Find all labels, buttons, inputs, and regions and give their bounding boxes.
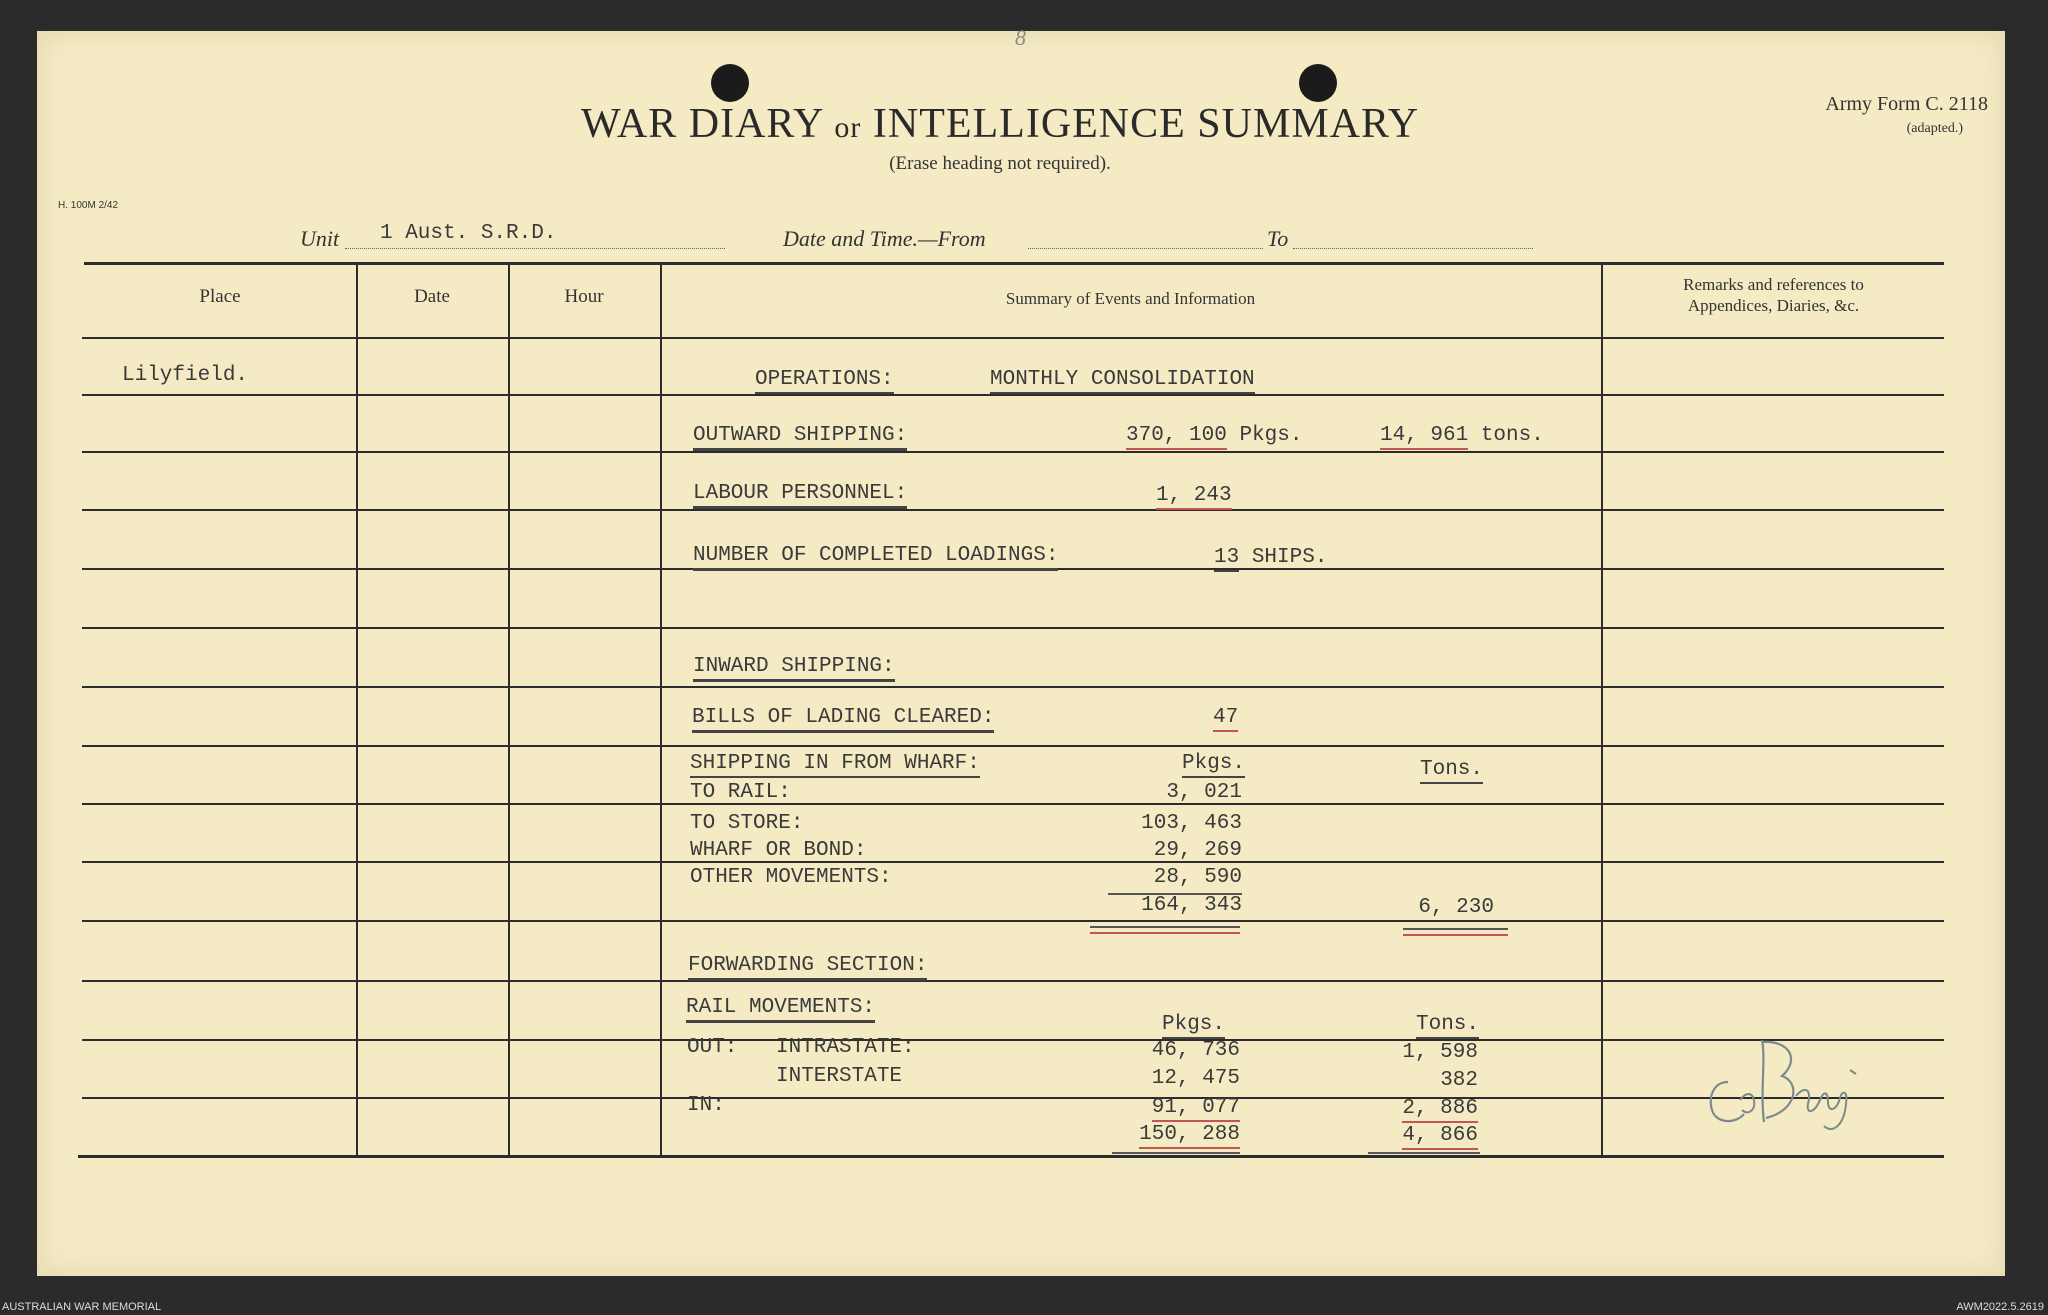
wharf-or-bond-value: 29, 269 <box>1153 839 1242 862</box>
remarks-header-line1: Remarks and references to <box>1683 275 1864 294</box>
labour-personnel-value <box>1156 484 1232 507</box>
column-divider-place <box>356 263 358 1156</box>
ruled-line <box>82 627 1944 629</box>
column-header-remarks <box>1601 274 1946 316</box>
outward-tons <box>1380 424 1544 447</box>
form-title <box>0 100 2000 148</box>
outward-pkgs-number: 370, 100 <box>1126 424 1227 450</box>
rail-total-pkgs-number: 150, 288 <box>1139 1123 1240 1149</box>
ruled-line <box>82 980 1944 982</box>
remarks-header-line2: Appendices, Diaries, &c. <box>1687 296 1860 315</box>
to-rail-value: 3, 021 <box>1166 781 1242 804</box>
labour-personnel-number: 1, 243 <box>1156 484 1232 510</box>
ruled-line <box>82 337 1944 339</box>
table-top-border <box>84 262 1944 265</box>
title-part1: WAR DIARY <box>580 101 823 147</box>
ruled-line <box>82 394 1944 396</box>
title-or: or <box>834 111 862 144</box>
in-label: IN: <box>687 1094 725 1117</box>
footer-left-credit: AUSTRALIAN WAR MEMORIAL <box>2 1301 162 1313</box>
ruled-line <box>82 686 1944 688</box>
wharf-total-pkgs: 164, 343 <box>1141 894 1242 917</box>
place-value: Lilyfield. <box>122 364 249 387</box>
completed-loadings-value <box>1214 546 1327 569</box>
completed-loadings-label-text: NUMBER OF COMPLETED LOADINGS: <box>693 544 1058 571</box>
interstate-pkgs: 12, 475 <box>1151 1067 1240 1090</box>
print-code: H. 100M 2/42 <box>58 200 119 211</box>
punch-hole-right <box>1299 64 1337 102</box>
inward-shipping-label-text: INWARD SHIPPING: <box>693 655 895 682</box>
outward-shipping-label <box>693 424 907 447</box>
footer-right-reference: AWM2022.5.2619 <box>1956 1301 2044 1313</box>
wharf-or-bond-label: WHARF OR BOND: <box>690 839 867 862</box>
unit-value: 1 Aust. S.R.D. <box>380 222 557 245</box>
operations-label-text: OPERATIONS: <box>755 368 894 394</box>
to-store-value: 103, 463 <box>1141 812 1242 835</box>
out-label: OUT: <box>687 1036 738 1059</box>
in-tons <box>1330 1097 1478 1120</box>
operations-value <box>990 368 1255 391</box>
ruled-line <box>82 1039 1944 1041</box>
inward-shipping-label <box>693 655 895 678</box>
completed-loadings-label <box>693 544 1058 567</box>
rail-movements-label <box>686 996 875 1019</box>
wharf-label <box>690 752 980 775</box>
unit-label: Unit <box>300 226 340 251</box>
completed-loadings-unit: SHIPS. <box>1251 546 1328 569</box>
ruled-line <box>82 861 1944 863</box>
operations-label <box>755 368 894 391</box>
outward-tons-number: 14, 961 <box>1380 424 1468 450</box>
wharf-tons-header-text: Tons. <box>1420 758 1483 784</box>
wharf-label-text: SHIPPING IN FROM WHARF: <box>690 752 980 778</box>
rail-movements-label-text: RAIL MOVEMENTS: <box>686 996 875 1023</box>
in-pkgs-number: 91, 077 <box>1152 1096 1240 1122</box>
page-number: 8 <box>1015 25 1026 50</box>
bills-of-lading-value <box>1213 706 1238 729</box>
unit-dotted-line <box>345 248 725 249</box>
rail-total-tons-number: 4, 866 <box>1402 1124 1478 1150</box>
wharf-total-pkgs-double-rule <box>1090 926 1240 934</box>
outward-pkgs-unit: Pkgs. <box>1239 424 1303 447</box>
interstate-tons: 382 <box>1440 1069 1478 1092</box>
rail-total-pkgs-rule <box>1112 1152 1240 1154</box>
ruled-line <box>82 509 1944 511</box>
outward-pkgs <box>1126 424 1302 447</box>
wharf-total-tons: 6, 230 <box>1418 896 1494 919</box>
outward-tons-unit: tons. <box>1480 424 1544 447</box>
in-tons-number: 2, 886 <box>1402 1097 1478 1123</box>
wharf-tons-header <box>1420 758 1483 781</box>
to-label: To <box>1267 226 1289 251</box>
ruled-line <box>82 920 1944 922</box>
ruled-line <box>82 451 1944 453</box>
intrastate-tons: 1, 598 <box>1402 1041 1478 1064</box>
to-rail-label: TO RAIL: <box>690 781 791 804</box>
from-dotted-line <box>1028 248 1263 249</box>
punch-hole-left <box>711 64 749 102</box>
date-time-from-label: Date and Time.—From <box>783 226 986 251</box>
bills-of-lading-label-text: BILLS OF LADING CLEARED: <box>692 706 994 733</box>
rail-pkgs-header-text: Pkgs. <box>1162 1013 1225 1039</box>
column-divider-date <box>508 263 510 1156</box>
rail-tons-header <box>1416 1013 1479 1036</box>
column-header-place: Place <box>199 286 241 307</box>
in-pkgs <box>1080 1096 1240 1119</box>
column-divider-summary <box>1601 263 1603 1156</box>
rail-total-pkgs <box>1080 1123 1240 1146</box>
interstate-label: INTERSTATE <box>776 1065 903 1088</box>
column-header-hour: Hour <box>564 286 604 307</box>
ruled-line <box>82 803 1944 805</box>
forwarding-section-label <box>688 954 927 977</box>
rail-total-tons-rule <box>1368 1152 1480 1154</box>
to-store-label: TO STORE: <box>690 812 804 835</box>
wharf-total-tons-double-rule <box>1403 928 1508 936</box>
other-movements-value: 28, 590 <box>1153 866 1242 889</box>
operations-value-text: MONTHLY CONSOLIDATION <box>990 368 1255 394</box>
ruled-line <box>82 1097 1944 1099</box>
form-subtitle: (Erase heading not required). <box>889 153 1111 174</box>
other-movements-label: OTHER MOVEMENTS: <box>690 866 892 889</box>
handwritten-signature <box>1700 1030 1880 1140</box>
intrastate-pkgs: 46, 736 <box>1151 1039 1240 1062</box>
bills-of-lading-number: 47 <box>1213 706 1238 732</box>
column-header-summary: Summary of Events and Information <box>1005 289 1256 308</box>
outward-shipping-label-text: OUTWARD SHIPPING: <box>693 424 907 451</box>
rail-tons-header-text: Tons. <box>1416 1013 1479 1039</box>
labour-personnel-label <box>693 482 907 505</box>
labour-personnel-label-text: LABOUR PERSONNEL: <box>693 482 907 509</box>
forwarding-section-label-text: FORWARDING SECTION: <box>688 954 927 981</box>
completed-loadings-number: 13 <box>1214 546 1239 572</box>
column-header-date: Date <box>414 286 450 307</box>
rail-total-tons <box>1330 1124 1478 1147</box>
table-bottom-border <box>78 1155 1944 1158</box>
rail-pkgs-header <box>1162 1013 1225 1036</box>
wharf-pkgs-header-text: Pkgs. <box>1182 752 1245 778</box>
army-form-adapted: (adapted.) <box>1906 121 1963 136</box>
army-form-number: Army Form C. 2118 <box>1825 93 1988 115</box>
intrastate-label: INTRASTATE: <box>776 1036 915 1059</box>
wharf-pkgs-header <box>1182 752 1245 775</box>
to-dotted-line <box>1293 248 1533 249</box>
column-divider-hour <box>660 263 662 1156</box>
ruled-line <box>82 745 1944 747</box>
bills-of-lading-label <box>692 706 994 729</box>
title-part2: INTELLIGENCE SUMMARY <box>872 101 1420 147</box>
